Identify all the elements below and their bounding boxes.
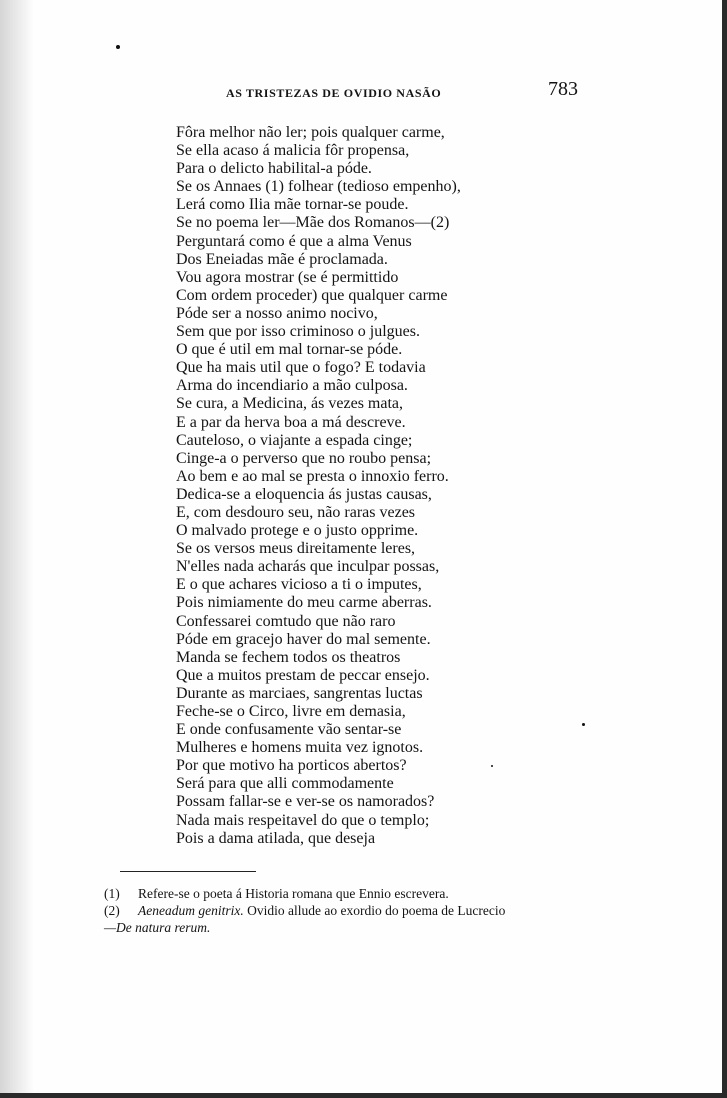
- poem-line: Vou agora mostrar (se é permittido: [176, 268, 399, 286]
- ink-speck: [491, 765, 493, 767]
- footnotes: [104, 885, 505, 936]
- poem-line: Se os Annaes (1) folhear (tedioso empenho),: [176, 178, 461, 196]
- footnote-2-mark: (2): [104, 903, 120, 918]
- poem-line: Se ella acaso á malicia fôr propensa,: [176, 142, 410, 160]
- poem-line: Póde em gracejo haver do mal semente.: [176, 630, 431, 648]
- running-title: AS TRISTEZAS DE OVIDIO NASÃO: [226, 86, 442, 100]
- footnote-2-cont-text: —De natura rerum.: [104, 920, 211, 935]
- poem-line: Ao bem e ao mal se presta o innoxio ferro.: [176, 467, 449, 485]
- footnote-2-text: Ovidio allude ao exordio do poema de Lucrecio: [243, 903, 506, 918]
- poem-line: Que a muitos prestam de peccar ensejo.: [176, 666, 430, 684]
- ink-speck: [582, 723, 585, 726]
- poem-line: E onde confusamente vão sentar-se: [176, 721, 402, 739]
- poem-line: E, com desdouro seu, não raras vezes: [176, 503, 416, 521]
- poem-line: Que ha mais util que o fogo? E todavia: [176, 359, 426, 377]
- ink-speck: [116, 45, 120, 49]
- poem-line: E a par da herva boa a má descreve.: [176, 413, 406, 431]
- poem-line: Lerá como Ilia mãe tornar-se poude.: [176, 196, 409, 214]
- poem-line: Pois a dama atilada, que deseja: [176, 829, 376, 847]
- poem-line: Possam fallar-se e ver-se os namorados?: [176, 793, 435, 811]
- poem-line: O malvado protege e o justo opprime.: [176, 522, 419, 540]
- poem-line: Se no poema ler—Mãe dos Romanos—(2): [176, 214, 450, 232]
- poem-text: [176, 124, 461, 848]
- footnote-1-mark: (1): [104, 886, 120, 901]
- poem-line: Se cura, a Medicina, ás vezes mata,: [176, 395, 404, 413]
- poem-line: Póde ser a nosso animo nocivo,: [176, 304, 378, 322]
- poem-line: Mulheres e homens muita vez ignotos.: [176, 739, 424, 757]
- footnote-divider: [120, 871, 256, 872]
- poem-line: Por que motivo ha porticos abertos?: [176, 757, 407, 775]
- poem-line: Dos Eneiadas mãe é proclamada.: [176, 250, 388, 268]
- poem-line: Cinge-a o perverso que no roubo pensa;: [176, 449, 432, 467]
- poem-line: Com ordem proceder) que qualquer carme: [176, 286, 448, 304]
- poem-line: Feche-se o Circo, livre em demasia,: [176, 703, 406, 720]
- poem-line: E o que achares vicioso a ti o imputes,: [176, 576, 422, 594]
- footnote-2-italic-title: Aeneadum genitrix.: [138, 903, 244, 918]
- poem-line: Para o delicto habilital-a póde.: [176, 160, 372, 178]
- poem-line: Perguntará como é que a alma Venus: [176, 232, 412, 250]
- poem-line: Durante as marciaes, sangrentas luctas: [176, 684, 423, 702]
- poem-line: Manda se fechem todos os theatros: [176, 648, 401, 666]
- poem-line: Nada mais respeitavel do que o templo;: [176, 811, 430, 829]
- poem-line: N'elles nada acharás que inculpar possas,: [176, 558, 440, 576]
- poem-line: Se os versos meus direitamente leres,: [176, 540, 416, 558]
- poem-line: Fôra melhor não ler; pois qualquer carme,: [176, 124, 445, 141]
- poem-line: Pois nimiamente do meu carme aberras.: [176, 594, 432, 612]
- footnote-1-text: Refere-se o poeta á Historia romana que Ennio escrevera.: [138, 886, 449, 901]
- footnote-2: [104, 902, 505, 919]
- poem-line: Arma do incendiario a mão culposa.: [176, 377, 408, 395]
- poem-line: Confessarei comtudo que não raro: [176, 612, 396, 630]
- footnote-1: [104, 885, 505, 902]
- page-number: 783: [548, 78, 578, 100]
- poem-line: Sem que por isso criminoso o julgues.: [176, 323, 420, 341]
- page-edge-shadow: [0, 0, 34, 1093]
- poem-line: Dedica-se a eloquencia ás justas causas,: [176, 485, 432, 503]
- poem-line: O que é util em mal tornar-se póde.: [176, 341, 403, 359]
- poem-line: Será para que alli commodamente: [176, 775, 394, 793]
- poem-line: Cauteloso, o viajante a espada cinge;: [176, 431, 413, 449]
- footnote-2-continuation: [104, 919, 505, 936]
